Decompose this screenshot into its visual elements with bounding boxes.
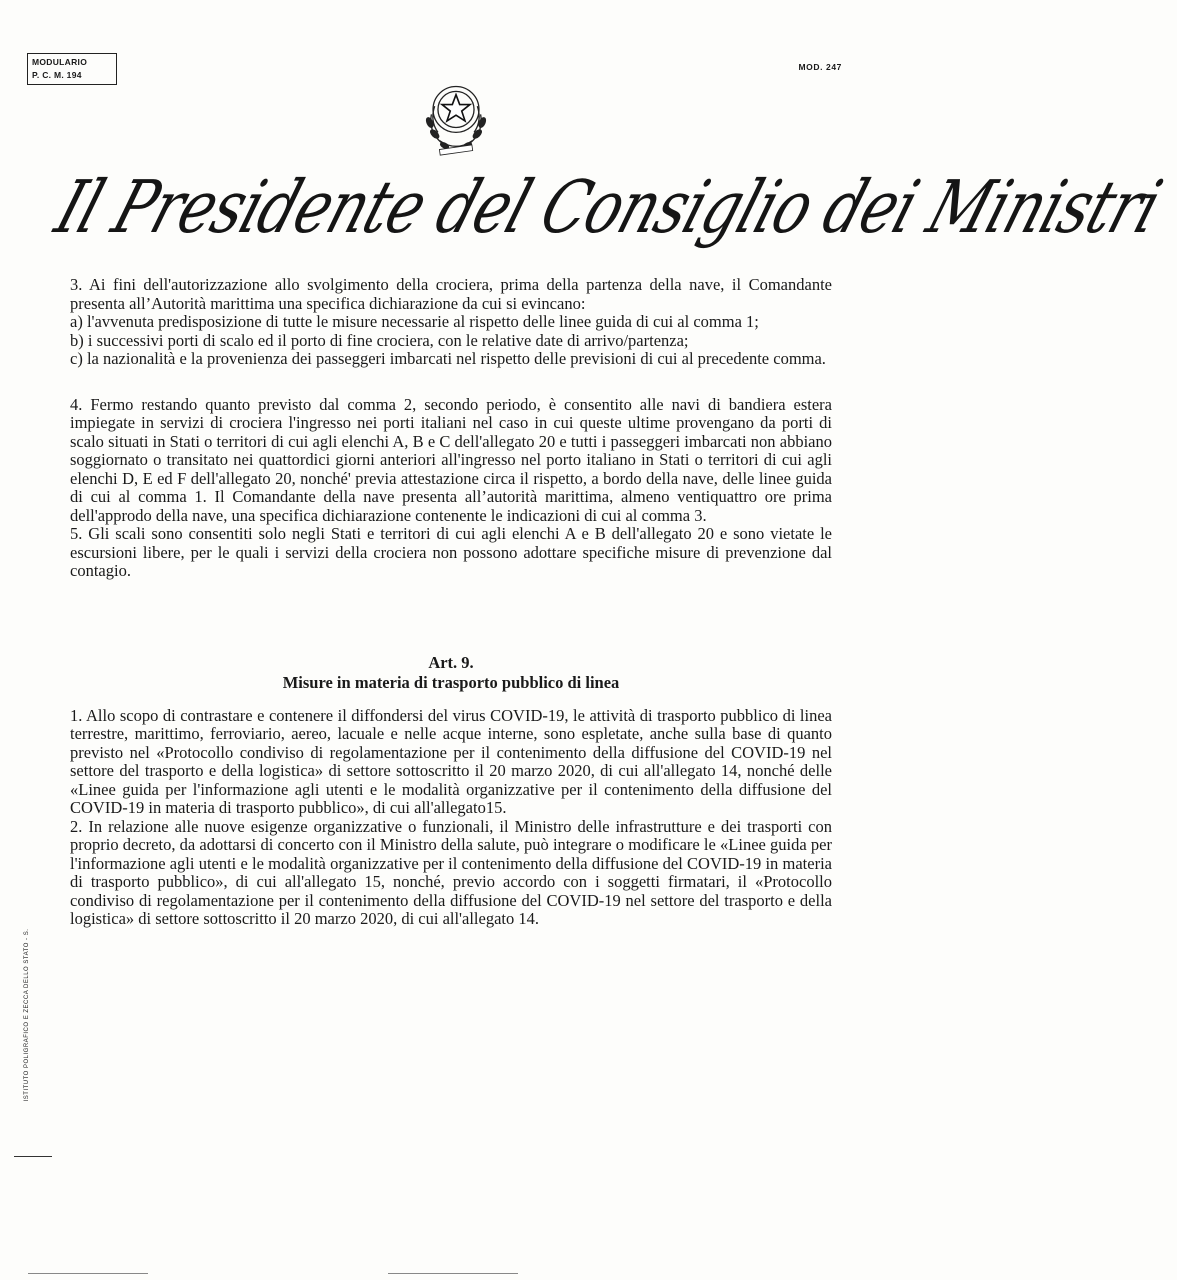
- modulario-box: [27, 53, 117, 85]
- bottom-rule: [28, 1273, 148, 1274]
- paragraph-3-intro: 3. Ai fini dell'autorizzazione allo svolgimento della crociera, prima della partenza della nave, il Comandante presenta all’Autorità marittima una specifica dichiarazione da cui si evincano:: [70, 275, 832, 313]
- list-item: a) l'avvenuta predisposizione di tutte le misure necessarie al rispetto delle linee guida di cui al comma 1;: [70, 312, 759, 331]
- margin-print-text: ISTITUTO POLIGRAFICO E ZECCA DELLO STATO - S.: [24, 928, 30, 1102]
- modulario-line: P. C. M. 194: [32, 70, 82, 80]
- list-item: c) la nazionalità e la provenienza dei passeggeri imbarcati nel rispetto delle previsioni di cui al precedente comma.: [70, 349, 826, 368]
- paragraph-4: 4. Fermo restando quanto previsto dal comma 2, secondo periodo, è consentito alle navi di bandiera estera impiegate in servizi di crociera l'ingresso nei porti italiani nel caso in cui queste ultime provengano da porti di scalo situati in Stati o territori di cui agli elenchi A, B e C dell'allegato 20 e tutti i passeggeri imbarcati non abbiano soggiornato o transitato nei quattordici giorni anteriori all'ingresso nel porto italiano in Stati o territori di cui agli elenchi D, E ed F dell'allegato 20, nonché' previa attestazione circa il rispetto, a bordo della nave, delle linee guida di cui al comma 1. Il Comandante della nave presenta all’autorità marittima, almeno ventiquattro ore prima dell'approdo della nave, una specifica dichiarazione contenente le indicazioni di cui al comma 3.: [70, 394, 832, 525]
- article-paragraph-1: 1. Allo scopo di contrastare e contenere il diffondersi del virus COVID-19, le attività di trasporto pubblico di linea terrestre, marittimo, ferroviario, aereo, lacuale e nelle acque interne, sono espletate, anche sulla base di quanto previsto nel «Protocollo condiviso di regolamentazione per il contenimento della diffusione del COVID-19 nel settore del trasporto e della logistica» di settore sottoscritto il 20 marzo 2020, di cui all'allegato 14, nonché delle «Linee guida per l'informazione agli utenti e le modalità organizzative per il contenimento della diffusione del COVID-19 in materia di trasporto pubblico», di cui all'allegato15.: [70, 705, 832, 817]
- article-paragraph-2: 2. In relazione alle nuove esigenze organizzative o funzionali, il Ministro delle infrastrutture e dei trasporti con proprio decreto, da adottarsi di concerto con il Ministro della salute, può integrare o modificare le «Linee guida per l'informazione agli utenti e le modalità organizzative per il contenimento della diffusione del COVID-19 in materia di trasporto pubblico», di cui all'allegato 15, nonché, previo accordo con i soggetti firmatari, il «Protocollo condiviso di regolamentazione per il contenimento della diffusione del COVID-19 nel settore del trasporto e della logistica» di settore sottoscritto il 20 marzo 2020, di cui all'allegato 14.: [70, 816, 832, 928]
- modulario-line: MODULARIO: [32, 57, 88, 67]
- document-body: [70, 276, 832, 929]
- paragraph-5: 5. Gli scali sono consentiti solo negli Stati e territori di cui agli elenchi A e B dell'allegato 20 e sono vietate le escursioni libere, per le quali i servizi della crociera non possono adottare specifiche misure di prevenzione dal contagio.: [70, 524, 832, 580]
- margin-print: [21, 905, 33, 1125]
- article-heading: [70, 653, 832, 693]
- margin-rule: [14, 1156, 52, 1157]
- bottom-rule: [388, 1273, 518, 1274]
- article-title: Misure in materia di trasporto pubblico di linea: [282, 672, 620, 692]
- paragraph-3: [70, 276, 832, 369]
- article-number: Art. 9.: [428, 652, 474, 672]
- list-item: b) i successivi porti di scalo ed il porto di fine crociera, con le relative date di arrivo/partenza;: [70, 330, 689, 350]
- mod-number: MOD. 247: [798, 62, 842, 72]
- office-title: Il Presidente del Consiglio dei Ministri: [46, 164, 1171, 250]
